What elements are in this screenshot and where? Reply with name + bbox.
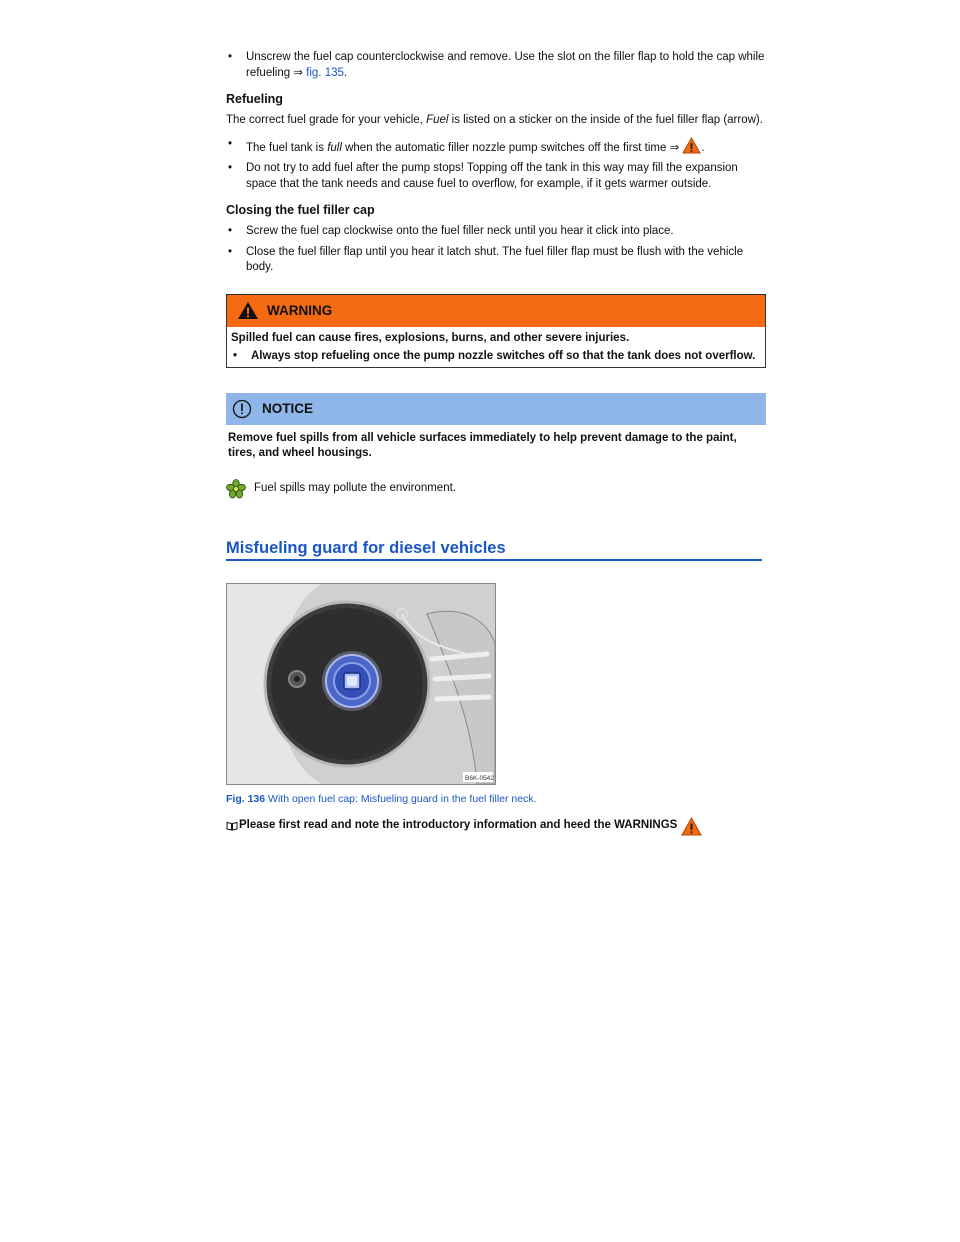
notice-body: Remove fuel spills from all vehicle surfaces immediately to help prevent damage to the paint, tires, and wheel housings. [228,431,737,459]
section-title: Misfueling guard for diesel vehicles [226,541,762,562]
page-content [226,50,766,836]
fuel-filler-illustration [227,584,495,784]
book-icon [226,821,238,831]
list-item: • Always stop refueling once the pump nozzle switches off so that the tank does not overflow. [233,349,756,362]
warning-box [226,294,766,368]
refueling-heading: Refueling [226,92,283,106]
fuel-filler-figure [226,583,496,785]
bullet-dot: • [228,51,233,63]
warning-triangle-icon[interactable] [682,137,701,154]
intro-note: Please first read and note the introductory information and heed the WARNINGS [226,817,766,836]
figure-caption: Fig. 136 With open fuel cap: Misfueling guard in the fuel filler neck. [226,793,537,805]
warning-header [227,295,765,327]
notice-header [226,393,766,425]
environment-flower-icon [226,479,246,499]
list-item [226,50,766,81]
list-item: • Close the fuel filler flap until you hear it latch shut. The fuel filler flap must be flush with the vehicle body. [228,245,744,273]
closing-heading: Closing the fuel filler cap [226,203,375,217]
figure-code: B6K-0542 [465,775,494,782]
warning-body: Spilled fuel can cause fires, explosions, burns, and other severe injuries. • Always stop refueling once the pump nozzle switches off so that the tank does not overflow. [227,327,765,367]
refueling-paragraph: The correct fuel grade for your vehicle, Fuel is listed on a sticker on the inside of the fuel filler flap (arrow). [226,114,763,126]
fig-135-link[interactable]: fig. 135 [306,66,344,79]
list-item: • Do not try to add fuel after the pump stops! Topping off the tank in this way may fill the expansion space that the tank needs and cause fuel to overflow, for example, if it gets warmer outside. [228,162,738,190]
warning-title: WARNING [267,302,333,318]
warning-triangle-icon[interactable] [681,817,702,836]
environment-note [226,479,766,499]
bullet-text: Unscrew the fuel cap counterclockwise and remove. Use the slot on the filler flap to hold the cap while refueling ⇒ fig. 135. [246,51,765,79]
environment-text: Fuel spills may pollute the environment. [254,481,456,494]
warning-triangle-icon [237,301,259,320]
notice-title: NOTICE [262,400,314,416]
list-item: • Screw the fuel cap clockwise onto the fuel filler neck until you hear it click into place. [228,225,674,237]
list-item: • The fuel tank is full when the automatic filler nozzle pump switches off the first time ⇒ . [228,137,705,154]
notice-exclamation-icon [232,399,252,419]
